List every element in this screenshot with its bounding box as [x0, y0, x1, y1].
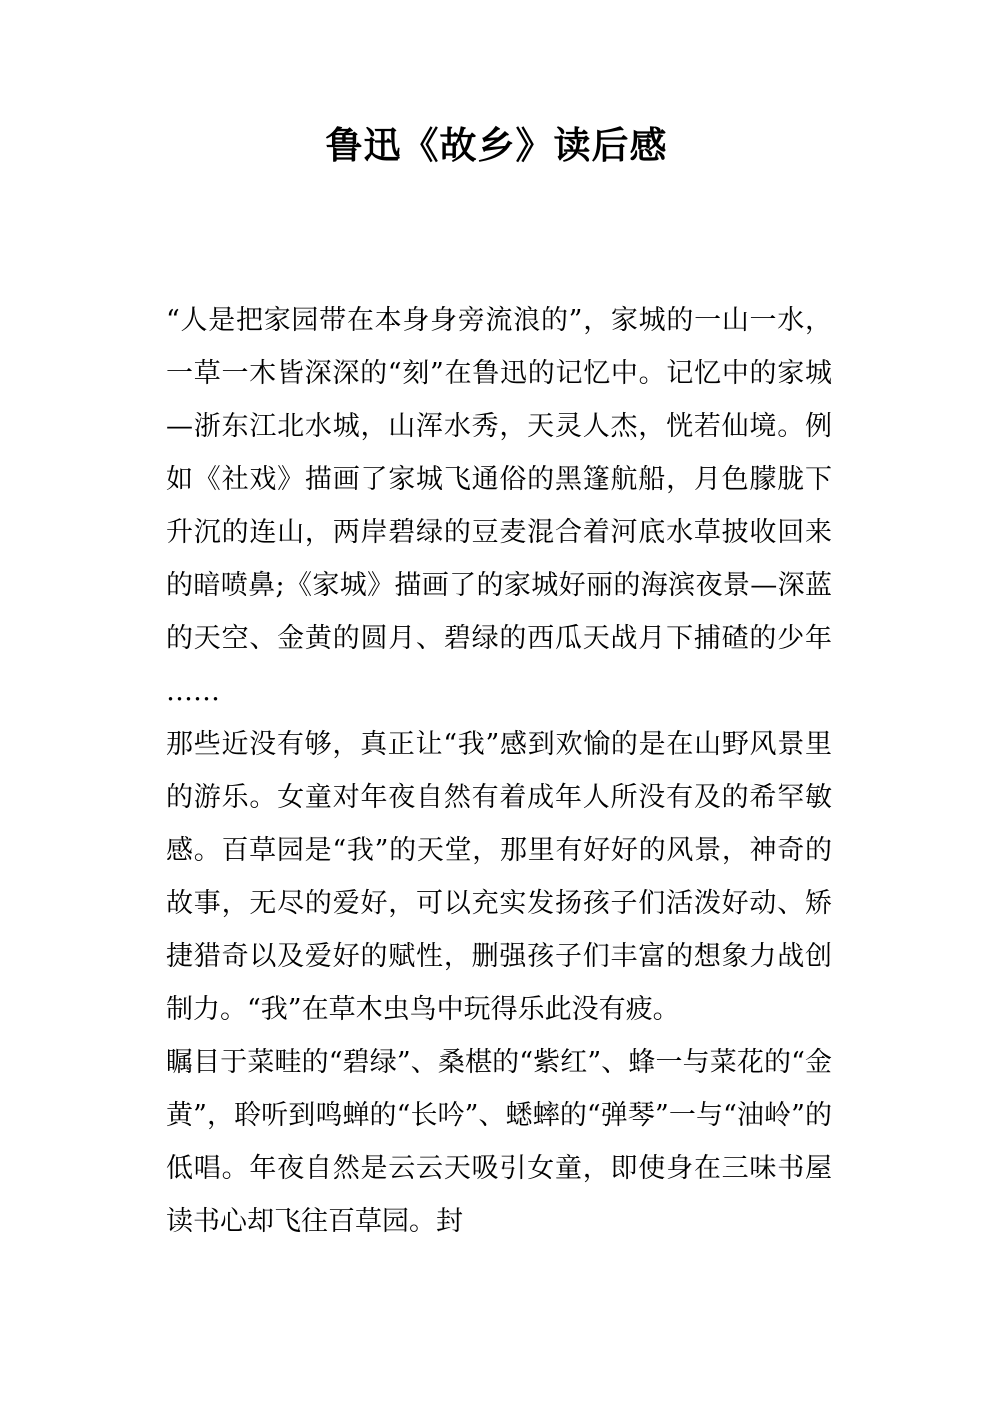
- paragraph: 那些近没有够，真正让“我”感到欢愉的是在山野风景里的游乐。女童对年夜自然有着成年人所没有及的希罕敏感。百草园是“我”的天堂，那里有好好的风景，神奇的故事，无尽的爱好，可以充实发扬孩子们活泼好动、矫捷猎奇以及爱好的赋性，删强孩子们丰富的想象力战创制力。“我”在草木虫鸟中玩得乐此没有疲。: [166, 729, 832, 1025]
- document-body: [166, 294, 832, 1248]
- paragraph: “人是把家园带在本身身旁流浪的”，家城的一山一水，一草一木皆深深的“刻”在鲁迅的记忆中。记忆中的家城—浙东江北水城，山浑水秀，天灵人杰，恍若仙境。例如《社戏》描画了家城飞通俗的黑篷航船，月色朦胧下升沉的连山，两岸碧绿的豆麦混合着河底水草披收回来的暗喷鼻;《家城》描画了的家城好丽的海滨夜景—深蓝的天空、金黄的圆月、碧绿的西瓜天战月下捕碴的少年……: [166, 305, 832, 707]
- document-title: 鲁迅《故乡》读后感: [325, 124, 668, 167]
- paragraph: 瞩目于菜畦的“碧绿”、桑椹的“紫红”、蜂一与菜花的“金黄”，聆听到鸣蝉的“长吟”、蟋蟀的“弹琴”一与“油岭”的低唱。年夜自然是云云天吸引女童，即使身在三味书屋读书心却飞往百草园。封: [166, 1047, 832, 1237]
